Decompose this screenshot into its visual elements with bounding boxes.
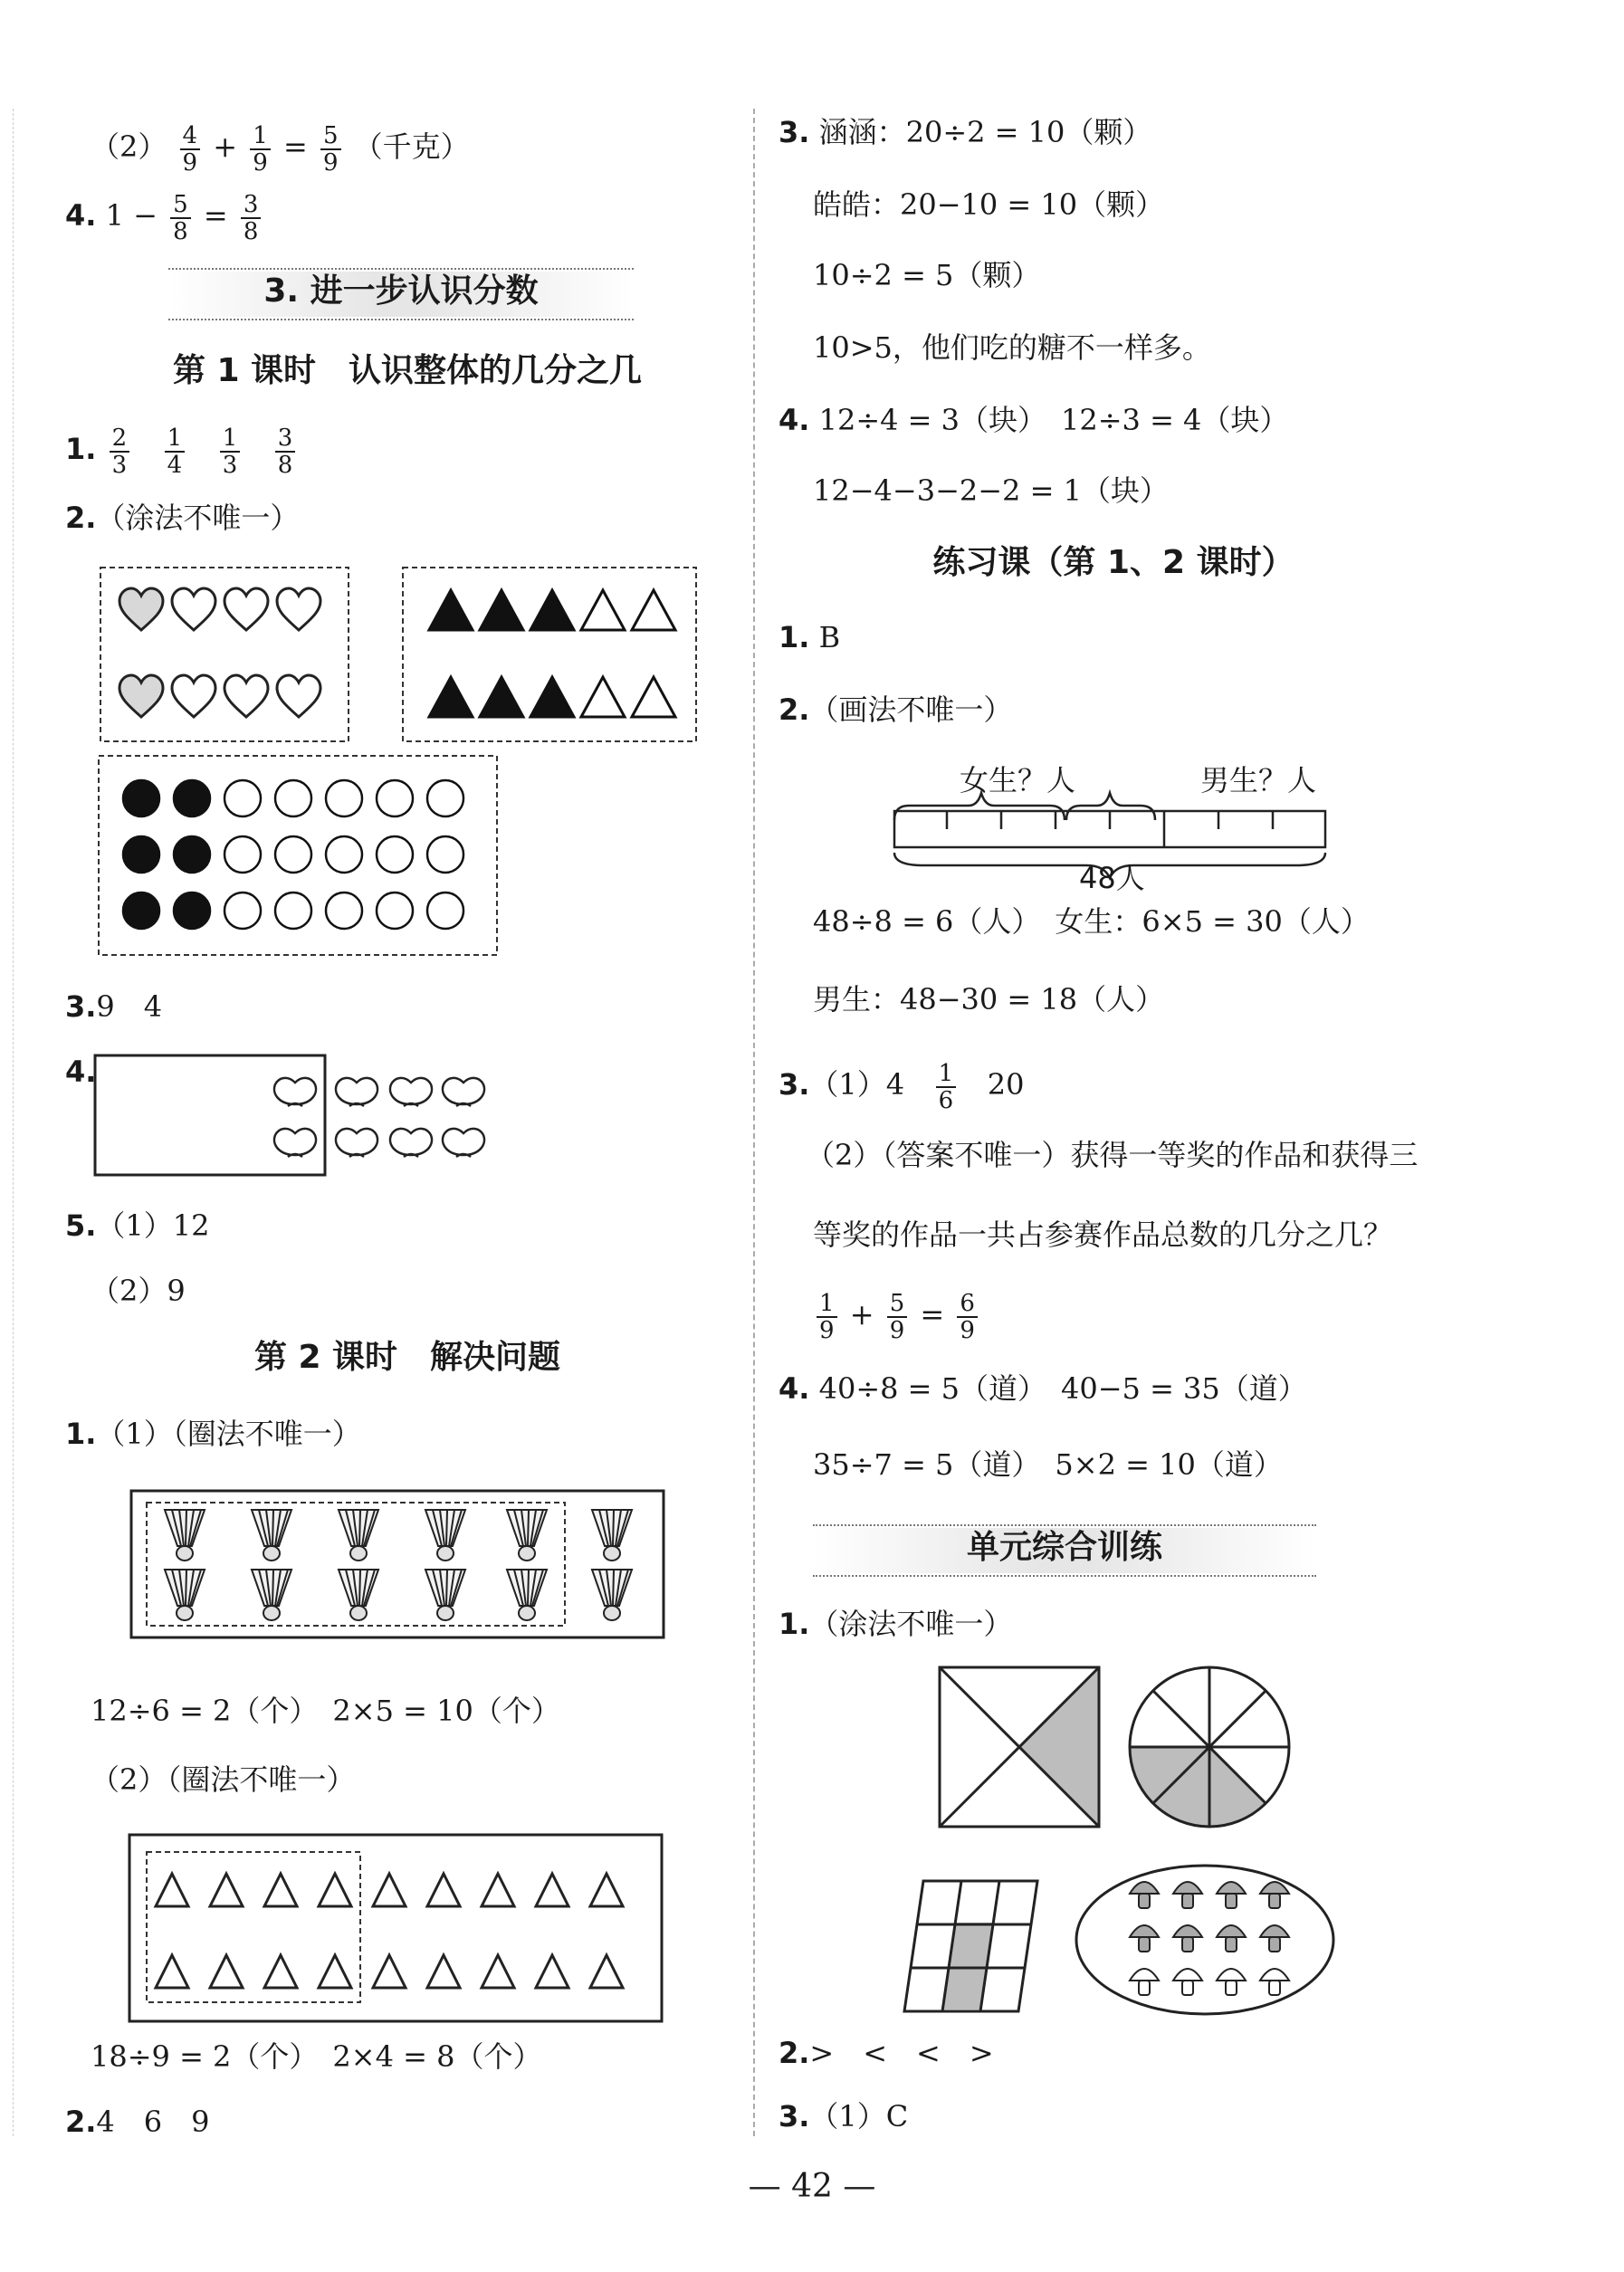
unit-title: 3. 进一步认识分数	[263, 272, 539, 310]
triangle-icon	[632, 677, 675, 717]
triangle-filled	[429, 677, 473, 717]
shuttlecock-icon	[507, 1570, 547, 1620]
mushroom-icon	[1130, 1969, 1159, 1995]
mushroom-shaded	[1260, 1882, 1289, 1908]
fraction: $\frac{1}{6}$	[936, 1061, 957, 1113]
fraction: $\frac{6}{9}$	[957, 1291, 978, 1343]
shuttlecock-icon	[339, 1570, 378, 1620]
peaches-figure	[94, 1054, 492, 1177]
practice-answer-4-line1: 4. 40÷8 = 5（道） 40−5 = 35（道）	[779, 1371, 1307, 1406]
peach-icon	[443, 1129, 484, 1157]
triangle-filled	[429, 590, 473, 630]
heart-icon	[172, 675, 215, 717]
triangle-icon	[427, 1874, 460, 1906]
shuttlecock-icon	[165, 1510, 205, 1561]
mushroom-icon	[1260, 1969, 1289, 1995]
lesson2-answer-2: 2.4 6 9	[65, 2105, 210, 2139]
mushroom-shaded	[1217, 1882, 1246, 1908]
circle-sectors-figure	[1128, 1666, 1291, 1828]
practice-answer-2: 2.（画法不唯一）	[779, 692, 1013, 727]
fraction: $\frac{5}{9}$	[320, 123, 341, 176]
mushroom-shaded	[1260, 1925, 1289, 1952]
peach-icon	[274, 1129, 316, 1157]
practice-answer-1: 1. B	[779, 620, 841, 654]
fraction: $\frac{3}{8}$	[275, 425, 296, 478]
diagram-total-label: 48人	[1079, 861, 1145, 895]
heart-icon	[224, 588, 268, 630]
unit-title-top-rule	[168, 268, 634, 270]
peach-icon	[443, 1078, 484, 1106]
mushroom-shaded	[1173, 1925, 1202, 1952]
hearts-figure	[100, 567, 349, 742]
triangle-icon	[427, 1955, 460, 1988]
shuttlecock-icon	[165, 1570, 205, 1620]
fraction: $\frac{3}{8}$	[241, 192, 262, 244]
square-x-figure	[938, 1666, 1101, 1828]
fraction: $\frac{5}{8}$	[170, 192, 191, 244]
mushroom-shaded	[1173, 1882, 1202, 1908]
triangle-icon	[319, 1955, 351, 1988]
triangle-icon	[319, 1874, 351, 1906]
shuttlecock-icon	[592, 1510, 632, 1561]
mushroom-shaded	[1130, 1925, 1159, 1952]
triangle-icon	[632, 590, 675, 630]
triangle-icon	[156, 1874, 188, 1906]
heart-icon	[172, 588, 215, 630]
practice-answer-3a: 3.（1）4 $\frac{1}{6}$ 20	[779, 1059, 1025, 1114]
review-title: 单元综合训练	[966, 1529, 1162, 1566]
practice-answer-3b-line2: 等奖的作品一共占参赛作品总数的几分之几？	[813, 1217, 1393, 1252]
fraction: $\frac{1}{3}$	[220, 425, 241, 478]
answer-4-subtraction: 4. 1 − $\frac{5}{8}$ = $\frac{3}{8}$	[65, 188, 264, 244]
heart-shaded	[119, 588, 163, 630]
practice-answer-4-line2: 35÷7 = 5（道） 5×2 = 10（道）	[813, 1447, 1283, 1482]
shuttlecocks-figure	[130, 1490, 664, 1638]
right-answer-3-line1: 3. 涵涵：20÷2 = 10（颗）	[779, 115, 1152, 149]
triangle-icon	[373, 1955, 406, 1988]
lesson1-answer-4: 4.	[65, 1055, 97, 1089]
heart-icon	[277, 675, 320, 717]
triangle-icon	[264, 1955, 297, 1988]
shuttlecock-icon	[507, 1510, 547, 1561]
mushroom-shaded	[1217, 1925, 1246, 1952]
peach-icon	[336, 1078, 377, 1106]
triangle-icon	[536, 1874, 568, 1906]
review-answer-2: 2.> < < >	[779, 2036, 994, 2070]
shuttlecock-icon	[425, 1510, 465, 1561]
triangle-icon	[264, 1874, 297, 1906]
practice-answer-3b-fraction-sum: $\frac{1}{9}$ + $\frac{5}{9}$ = $\frac{6}{9}$	[813, 1285, 981, 1343]
triangle-filled	[480, 590, 523, 630]
circles-figure	[98, 755, 498, 956]
heart-shaded	[119, 675, 163, 717]
right-answer-3-line2: 皓皓：20−10 = 10（颗）	[813, 187, 1165, 222]
parallelogram-grid-figure	[900, 1879, 1045, 2015]
right-answer-3-line3: 10÷2 = 5（颗）	[813, 258, 1041, 292]
fraction: $\frac{1}{4}$	[165, 425, 186, 478]
mushroom-icon	[1173, 1969, 1202, 1995]
fraction: $\frac{5}{9}$	[887, 1291, 908, 1343]
lesson1-answer-1: 1. $\frac{2}{3}$ $\frac{1}{4}$ $\frac{1}{3}$ $\frac{3}{8}$	[65, 420, 299, 478]
triangle-icon	[373, 1874, 406, 1906]
answer-line-2-fraction-sum: （2） $\frac{4}{9}$ + $\frac{1}{9}$ = $\frac{5}{9}$ （千克）	[91, 121, 470, 177]
peach-icon	[390, 1078, 432, 1106]
lesson2-answer-1b: （2）（圈法不唯一）	[91, 1762, 356, 1797]
shuttlecock-icon	[252, 1570, 291, 1620]
lesson-1-title: 第 1 课时 认识整体的几分之几	[172, 352, 643, 389]
mushrooms-oval-figure	[1074, 1863, 1336, 2017]
triangle-icon	[590, 1955, 623, 1988]
shuttlecock-icon	[592, 1570, 632, 1620]
review-answer-3: 3.（1）C	[779, 2099, 909, 2134]
peach-icon	[336, 1129, 377, 1157]
triangle-icon	[581, 590, 625, 630]
triangle-icon	[210, 1955, 243, 1988]
lesson-2-title: 第 2 课时 解决问题	[253, 1339, 561, 1376]
column-divider	[753, 109, 755, 2136]
triangle-icon	[482, 1955, 514, 1988]
lesson2-answer-1a: 1.（1）（圈法不唯一）	[65, 1417, 361, 1451]
review-title-top-rule	[813, 1524, 1316, 1526]
lesson1-answer-2: 2.（涂法不唯一）	[65, 501, 300, 535]
shuttlecock-icon	[425, 1570, 465, 1620]
right-answer-4-line2: 12−4−3−2−2 = 1（块）	[813, 473, 1169, 508]
peach-icon	[390, 1129, 432, 1157]
triangles-figure	[402, 567, 697, 742]
triangle-icon	[590, 1874, 623, 1906]
lesson2-answer-1b-equation: 18÷9 = 2（个） 2×4 = 8（个）	[91, 2039, 542, 2074]
heart-icon	[277, 588, 320, 630]
fraction: $\frac{1}{9}$	[817, 1291, 837, 1343]
triangle-filled	[530, 590, 574, 630]
mushroom-icon	[1217, 1969, 1246, 1995]
triangle-filled	[480, 677, 523, 717]
practice-answer-2-eq1: 48÷8 = 6（人） 女生：6×5 = 30（人）	[813, 904, 1370, 939]
review-answer-1: 1.（涂法不唯一）	[779, 1607, 1013, 1641]
lesson2-answer-1a-equation: 12÷6 = 2（个） 2×5 = 10（个）	[91, 1694, 560, 1728]
fraction: $\frac{2}{3}$	[110, 425, 130, 478]
triangle-icon	[156, 1955, 188, 1988]
triangles-grouping-figure	[129, 1834, 663, 2022]
diagram-boys-label: 男生？人	[1200, 763, 1317, 797]
triangle-icon	[210, 1874, 243, 1906]
practice-answer-3b-line1: （2）（答案不唯一）获得一等奖的作品和获得三	[806, 1138, 1419, 1172]
review-title-bottom-rule	[813, 1575, 1316, 1577]
triangle-icon	[581, 677, 625, 717]
lesson1-answer-3: 3.9 4	[65, 989, 163, 1024]
practice-title: 练习课（第 1、2 课时）	[932, 544, 1294, 581]
triangle-icon	[536, 1955, 568, 1988]
practice-answer-2-eq2: 男生：48−30 = 18（人）	[813, 982, 1165, 1017]
left-margin-line	[13, 109, 14, 2136]
triangle-filled	[530, 677, 574, 717]
mushroom-shaded	[1130, 1882, 1159, 1908]
right-answer-3-line4: 10>5，他们吃的糖不一样多。	[813, 330, 1211, 365]
unit-title-bottom-rule	[168, 319, 634, 320]
page-number: — 42 —	[748, 2168, 876, 2205]
lesson1-answer-5a: 5.（1）12	[65, 1208, 210, 1243]
triangle-icon	[482, 1874, 514, 1906]
lesson1-answer-5b: （2）9	[91, 1274, 186, 1308]
right-answer-4-line1: 4. 12÷4 = 3（块） 12÷3 = 4（块）	[779, 403, 1289, 437]
peach-icon	[274, 1078, 316, 1106]
fraction: $\frac{4}{9}$	[180, 123, 201, 176]
shuttlecock-icon	[339, 1510, 378, 1561]
shuttlecock-icon	[252, 1510, 291, 1561]
diagram-girls-label: 女生？人	[960, 763, 1076, 797]
heart-icon	[224, 675, 268, 717]
fraction: $\frac{1}{9}$	[250, 123, 271, 176]
